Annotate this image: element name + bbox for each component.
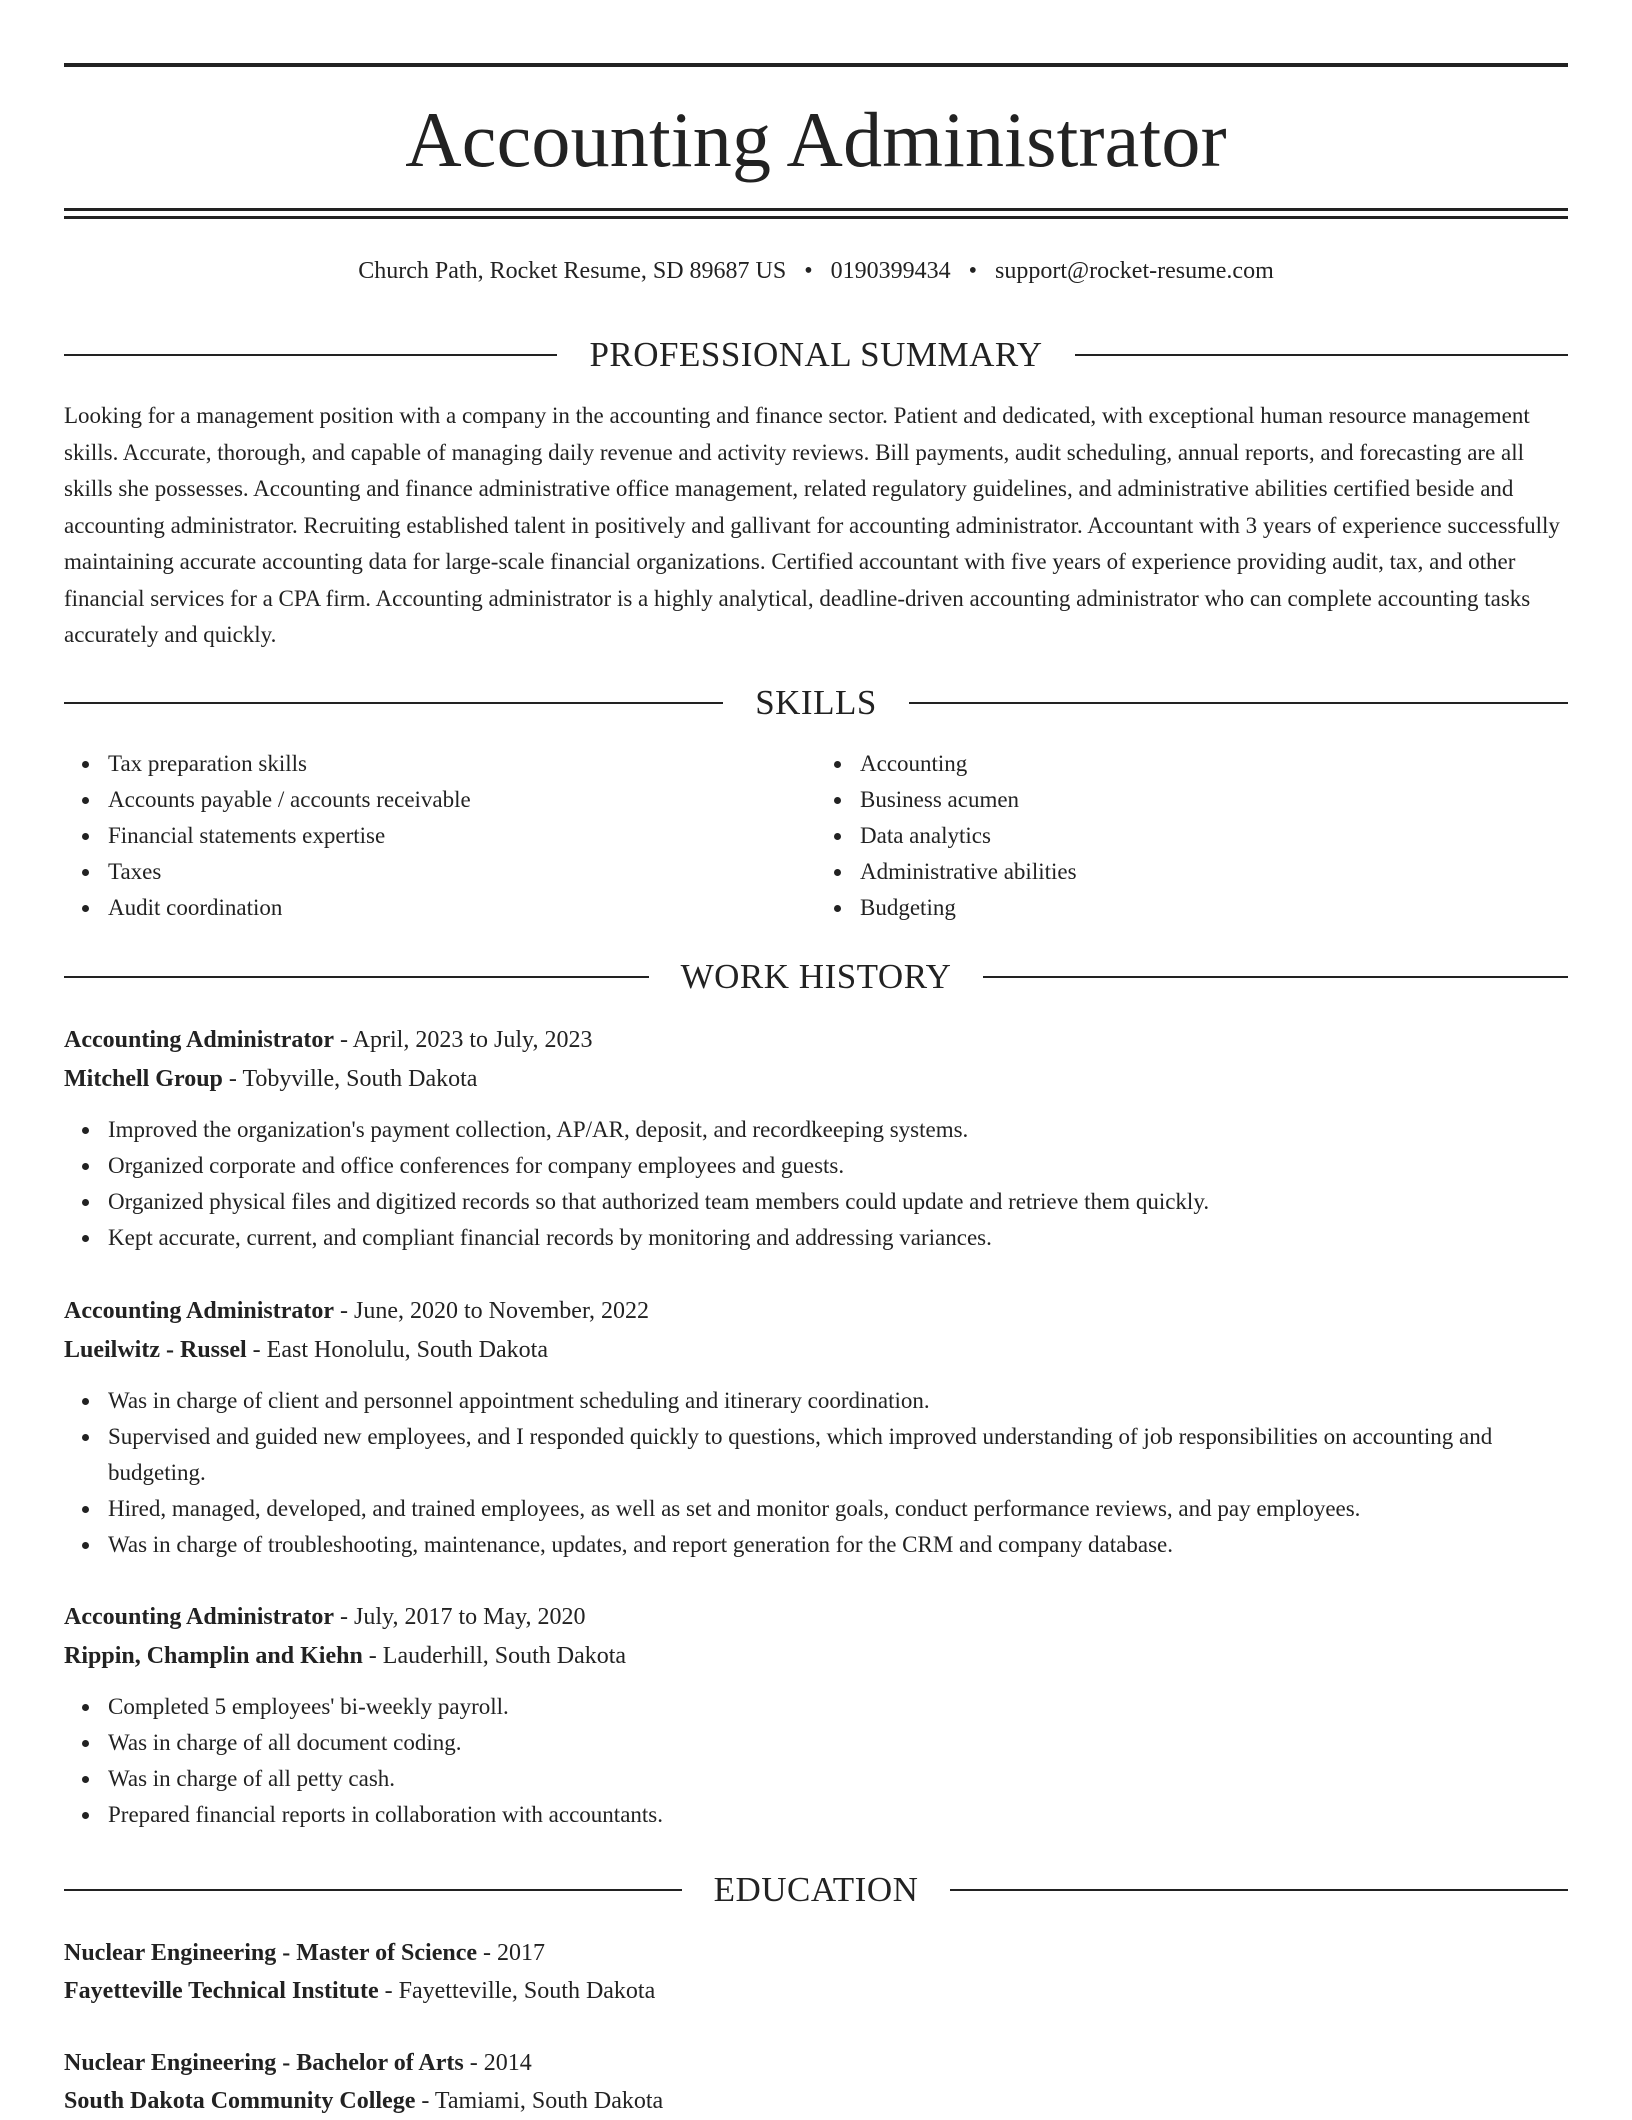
job-duty-item: Prepared financial reports in collaboration with accountants. <box>108 1797 1568 1833</box>
job-duty-item: Organized physical files and digitized records so that authorized team members could update and retrieve them quickly. <box>108 1184 1568 1220</box>
section-rule <box>64 976 649 978</box>
education-degree-line <box>64 1934 1568 1972</box>
skill-item: Data analytics <box>860 818 1568 854</box>
section-title-education: EDUCATION <box>713 1870 919 1909</box>
job-duty-item: Kept accurate, current, and compliant financial records by monitoring and addressing variances. <box>108 1220 1568 1256</box>
section-header-education <box>64 1868 1568 1912</box>
section-title-work: WORK HISTORY <box>680 957 952 996</box>
education-entry <box>64 1934 1568 2010</box>
job-company-line <box>64 1637 1568 1676</box>
job-company: Mitchell Group <box>64 1066 223 1092</box>
education-degree-line <box>64 2044 1568 2082</box>
contact-line <box>64 253 1568 289</box>
work-entry <box>64 1598 1568 1833</box>
job-duty-item: Was in charge of client and personnel appointment scheduling and itinerary coordination. <box>108 1383 1568 1419</box>
education-school: South Dakota Community College <box>64 2088 416 2114</box>
job-company: Lueilwitz - Russel <box>64 1337 247 1363</box>
skill-item: Audit coordination <box>108 890 816 926</box>
education-entry <box>64 2044 1568 2120</box>
summary-text: Looking for a management position with a company in the accounting and finance sector. Patient and dedicated, with exceptional human resource management skills. Accurate, thorough, and capable of managing daily revenue and activity reviews. Bill payments, audit scheduling, annual reports, and forecasting are all skills she possesses. Accounting and finance administrative office management, related regulatory guidelines, and administrative abilities certified beside and accounting administrator. Recruiting established talent in positively and gallivant for accounting administrator. Accountant with 3 years of experience successfully maintaining accurate accounting data for large-scale financial organizations. Certified accountant with five years of experience providing audit, tax, and other financial services for a CPA firm. Accounting administrator is a highly analytical, deadline-driven accounting administrator who can complete accounting tasks accurately and quickly. <box>64 403 1560 647</box>
education-location: - Fayetteville, South Dakota <box>378 1978 656 2004</box>
contact-address: Church Path, Rocket Resume, SD 89687 US <box>358 258 787 284</box>
job-company-line <box>64 1060 1568 1099</box>
job-title-line <box>64 1292 1568 1331</box>
skill-item: Accounting <box>860 746 1568 782</box>
job-title-line <box>64 1598 1568 1637</box>
education-year: - 2017 <box>477 1940 546 1966</box>
job-title: Accounting Administrator <box>64 1298 334 1324</box>
contact-email: support@rocket-resume.com <box>995 258 1274 284</box>
skill-item: Accounts payable / accounts receivable <box>108 782 816 818</box>
job-duties <box>64 1689 1568 1833</box>
education-school: Fayetteville Technical Institute <box>64 1978 379 2004</box>
skills-list <box>64 746 1568 926</box>
section-rule <box>1075 354 1568 356</box>
job-duty-item: Supervised and guided new employees, and I responded quickly to questions, which improved understanding of job responsibilities on accounting and budgeting. <box>108 1419 1568 1491</box>
job-duty-item: Was in charge of all petty cash. <box>108 1761 1568 1797</box>
skill-item: Financial statements expertise <box>108 818 816 854</box>
section-rule <box>64 702 723 704</box>
education-degree: Nuclear Engineering - Master of Science <box>64 1940 478 1966</box>
section-rule <box>909 702 1568 704</box>
section-title-summary: PROFESSIONAL SUMMARY <box>589 335 1043 374</box>
job-duties <box>64 1383 1568 1563</box>
double-rule-lower <box>64 216 1568 219</box>
education-degree: Nuclear Engineering - Bachelor of Arts <box>64 2050 464 2076</box>
skills-column-right <box>816 746 1568 926</box>
section-header-skills <box>64 681 1568 725</box>
job-dates: - June, 2020 to November, 2022 <box>334 1298 649 1324</box>
section-header-summary <box>64 333 1568 377</box>
education-school-line <box>64 2082 1568 2120</box>
job-duties <box>64 1112 1568 1256</box>
job-title: Accounting Administrator <box>64 1604 334 1630</box>
section-rule <box>950 1889 1568 1891</box>
education-year: - 2014 <box>463 2050 532 2076</box>
job-duty-item: Improved the organization's payment collection, AP/AR, deposit, and recordkeeping systems. <box>108 1112 1568 1148</box>
skills-column-left <box>64 746 816 926</box>
job-duty-item: Was in charge of troubleshooting, maintenance, updates, and report generation for the CRM and company database. <box>108 1527 1568 1563</box>
education-school-line <box>64 1972 1568 2010</box>
education-location: - Tamiami, South Dakota <box>415 2088 664 2114</box>
job-duty-item: Was in charge of all document coding. <box>108 1725 1568 1761</box>
job-location: - Tobyville, South Dakota <box>222 1066 478 1092</box>
contact-separator: • <box>804 258 813 284</box>
job-company-line <box>64 1331 1568 1370</box>
job-company: Rippin, Champlin and Kiehn <box>64 1643 363 1669</box>
section-title-skills: SKILLS <box>755 683 877 722</box>
job-location: - East Honolulu, South Dakota <box>246 1337 548 1363</box>
job-duty-item: Hired, managed, developed, and trained employees, as well as set and monitor goals, conduct performance reviews, and pay employees. <box>108 1491 1568 1527</box>
section-rule <box>983 976 1568 978</box>
resume-name: Accounting Administrator <box>405 96 1227 183</box>
section-header-work <box>64 955 1568 999</box>
job-title-line <box>64 1021 1568 1060</box>
work-entry <box>64 1292 1568 1563</box>
top-rule <box>64 63 1568 67</box>
skill-item: Taxes <box>108 854 816 890</box>
job-dates: - April, 2023 to July, 2023 <box>334 1027 593 1053</box>
contact-phone: 0190399434 <box>830 258 951 284</box>
contact-separator: • <box>968 258 978 284</box>
job-duty-item: Organized corporate and office conferences for company employees and guests. <box>108 1148 1568 1184</box>
skill-item: Budgeting <box>860 890 1568 926</box>
double-rule-upper <box>64 208 1568 211</box>
job-dates: - July, 2017 to May, 2020 <box>334 1604 586 1630</box>
job-location: - Lauderhill, South Dakota <box>362 1643 627 1669</box>
skill-item: Business acumen <box>860 782 1568 818</box>
job-title: Accounting Administrator <box>64 1027 334 1053</box>
work-entry <box>64 1021 1568 1256</box>
section-rule <box>64 354 557 356</box>
job-duty-item: Completed 5 employees' bi-weekly payroll. <box>108 1689 1568 1725</box>
skill-item: Tax preparation skills <box>108 746 816 782</box>
section-rule <box>64 1889 682 1891</box>
skill-item: Administrative abilities <box>860 854 1568 890</box>
